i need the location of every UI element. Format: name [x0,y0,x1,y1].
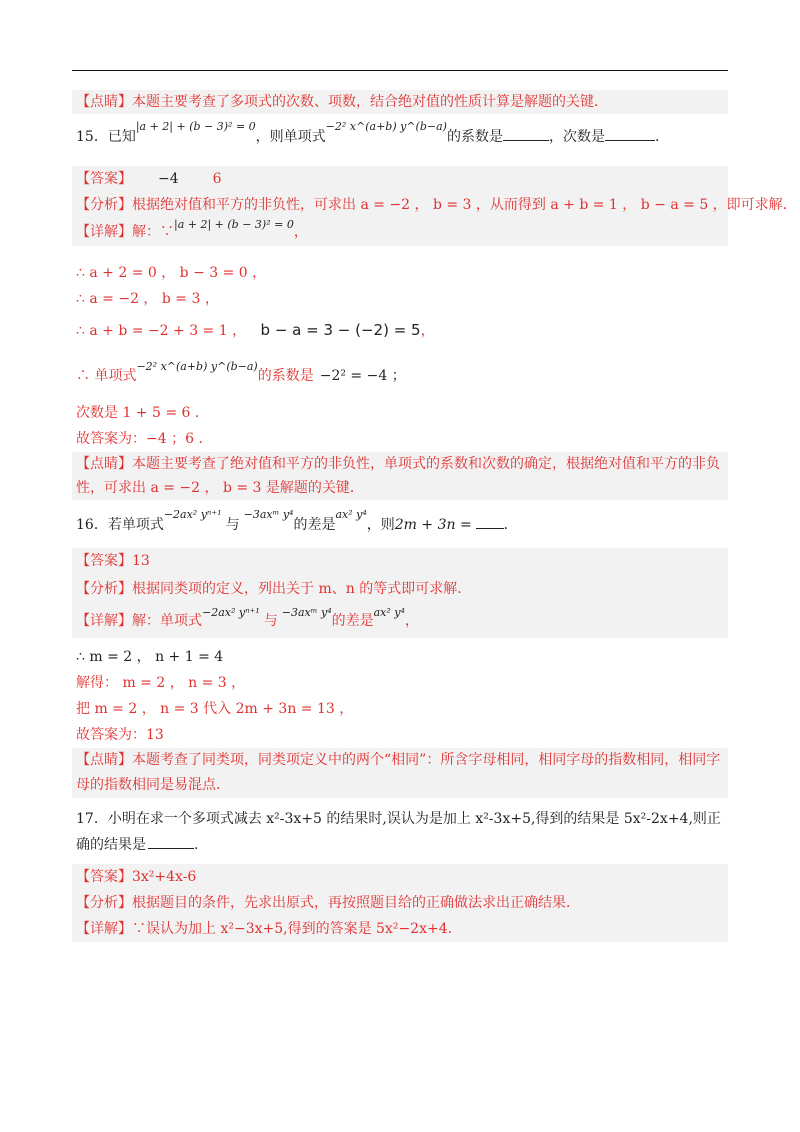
document-page [72,90,797,942]
q16-expression: 2m + 3n = [394,517,472,533]
q15-step-4: ∴ 单项式−2² x^(a+b) y^(b−a)的系数是 −2² = −4 ； [76,360,406,384]
q15-step-2: ∴ a = −2 ， b = 3 ， [76,291,219,307]
q17-answer: 【答案】3x²+4x-6 [72,864,728,890]
q15-answer-tag: 【答案】 [76,171,132,187]
q15-blank-1[interactable] [503,126,549,141]
q15-answer-2: 6 [212,171,222,187]
q15-stem-a: 15．已知 [76,129,136,145]
q15-stem-e: ． [654,129,669,145]
q15-stem-c: 的系数是 [446,129,503,145]
q16-monomial-3: ax² y⁴ [335,508,367,521]
q16-answer: 【答案】13 [72,548,728,574]
q16-analysis: 【分析】根据同类项的定义，列出关于 m、n 的等式即可求解． [72,574,728,604]
q16-detail: 【详解】解：单项式−2ax² yⁿ⁺¹与−3axᵐ y⁴的差是ax² y⁴， [72,604,728,638]
q15-analysis: 【分析】根据绝对值和平方的非负性，可求出 a = −2 ， b = 3 ，从而得到 a + b = 1 ， b − a = 5 ，即可求解． [72,192,728,218]
q15-condition: |a + 2| + (b − 3)² = 0 [135,120,256,133]
header-rule [72,70,728,71]
q16-blank[interactable] [476,514,504,529]
q15-final: 故答案为：−4 ；6 ． [76,431,213,447]
q15-blank-2[interactable] [605,126,655,141]
q15-answer [72,166,728,192]
q15-stem-b: ，则单项式 [255,129,326,145]
q16-monomial-2: −3axᵐ y⁴ [243,508,294,521]
q15-stem-d: ，次数是 [548,129,605,145]
q15-detail-condition: |a + 2| + (b − 3)² = 0 [174,218,294,231]
q14-point: 【点睛】本题主要考查了多项式的次数、项数，结合绝对值的性质计算是解题的关键． [72,90,728,114]
q16-step-3: 把 m = 2 ， n = 3 代入 2m + 3n = 13 ， [76,701,354,717]
q15-step-3b: b − a = 3 − (−2) = 5 [260,321,421,339]
q16-step-2: 解得： m = 2 ， n = 3 ， [76,675,246,691]
q15-step-5: 次数是 1 + 5 = 6 ． [76,405,209,421]
q15-stem [72,120,728,154]
q15-monomial: −2² x^(a+b) y^(b−a) [325,120,447,133]
q15-step-3: ∴ a + b = −2 + 3 = 1 ， b − a = 3 − (−2) = 5， [76,321,435,339]
q15-step-4-monomial: −2² x^(a+b) y^(b−a) [136,360,258,373]
q15-step-1: ∴ a + 2 = 0 ， b − 3 = 0 ， [76,265,267,281]
q17-analysis: 【分析】根据题目的条件，先求出原式，再按照题目给的正确做法求出正确结果． [72,890,728,916]
q16-step-1: ∴ m = 2 ， n + 1 = 4 [76,649,224,665]
q16-point: 【点睛】本题考查了同类项，同类项定义中的两个“相同”：所含字母相同，相同字母的指数相同，相同字母的指数相同是易混点． [72,748,728,798]
q15-detail: 【详解】解：∵|a + 2| + (b − 3)² = 0， [72,218,728,246]
q17-stem: 17．小明在求一个多项式减去 x²-3x+5 的结果时,误认为是加上 x²-3x+5,得到的结果是 5x²-2x+4,则正确的结果是 . [76,811,721,853]
q15-point: 【点睛】本题主要考查了绝对值和平方的非负性，单项式的系数和次数的确定，根据绝对值和平方的非负性，可求出 a = −2 ， b = 3 是解题的关键． [72,452,728,500]
q15-detail-tag: 【详解】解：∵ [76,224,174,240]
q16-final: 故答案为：13 [76,727,164,743]
q17-blank[interactable] [148,834,194,849]
q16-stem: 16．若单项式−2ax² yⁿ⁺¹与−3axᵐ y⁴的差是ax² y⁴，则2m + 3n = ． [76,508,518,533]
q17-detail: 【详解】∵误认为加上 x²−3x+5,得到的答案是 5x²−2x+4. [72,916,728,942]
q16-monomial-1: −2ax² yⁿ⁺¹ [163,508,222,521]
q15-answer-1: −4 [158,171,179,187]
